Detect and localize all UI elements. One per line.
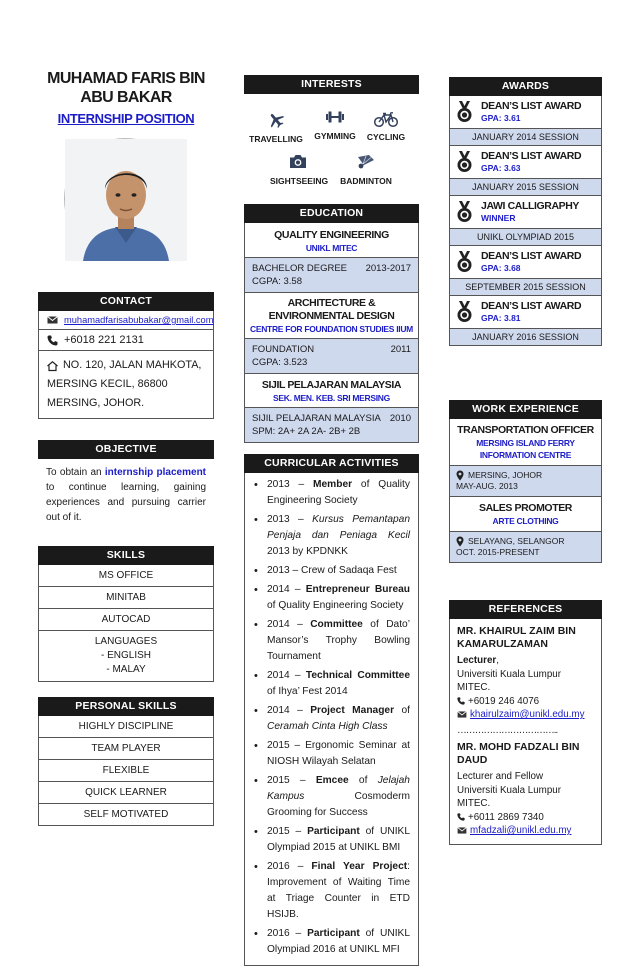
reference-name: MR. MOHD FADZALI BIN [457,741,580,753]
skill-item: AUTOCAD [39,609,213,631]
contact-address-row [39,351,213,418]
medal-icon [456,301,473,323]
curricular-item: • 2014 – Entrepreneur Bureau of Quality Engineering Society [253,582,410,614]
award-entry [450,296,601,345]
education-title: SIJIL PELAJARAN MALAYSIA [261,379,402,391]
personal-skills-section [38,697,214,826]
work-period: MAY-AUG. 2013 [456,481,518,491]
education-title: ARCHITECTURE & ENVIRONMENTAL DESIGN [268,297,395,322]
curricular-item: • 2013 – Crew of Sadaqa Fest [253,563,410,579]
education-entry [245,374,418,443]
personal-skill-item: FLEXIBLE [39,760,213,782]
award-title: DEAN’S LIST AWARD [481,150,582,162]
language-item: - MALAY [106,664,146,675]
contact-header: CONTACT [38,292,214,311]
education-year: 2011 [390,344,411,355]
skill-item: MINITAB [39,587,213,609]
reference-org: Universiti Kuala Lumpur MITEC. [457,668,562,693]
work-title: SALES PROMOTER [479,502,572,514]
award-subtitle: GPA: 3.68 [481,263,521,273]
award-entry [450,246,601,296]
medal-icon [456,251,473,273]
personal-skill-item: HIGHLY DISCIPLINE [39,716,213,738]
reference-name: DAUD [457,754,488,766]
objective-text-post: to continue learning, gaining experiences and pursuing carrier out of it. [46,482,206,523]
education-school: SEK. MEN. KEB. SRI MERSING [273,393,390,403]
skills-section [38,546,214,682]
objective-section [38,440,214,531]
interest-item [270,154,329,186]
location-pin-icon [456,536,464,547]
curricular-item: • 2015 – Participant of UNIKL Olympiad 2015 at UNIKL BMI [253,824,410,856]
interest-label: CYCLING [366,132,406,142]
location-pin-icon [456,470,464,481]
profile-block [38,70,214,126]
reference-role: Lecturer and Fellow [457,771,544,782]
award-title: DEAN’S LIST AWARD [481,100,582,112]
interest-label: GYMMING [314,131,356,141]
interests-header: INTERESTS [244,75,419,94]
education-school: UNIKL MITEC [305,243,358,253]
interest-label: SIGHTSEEING [270,176,329,186]
objective-header: OBJECTIVE [38,440,214,459]
education-year: 2010 [389,413,411,424]
interest-item [307,110,363,141]
skill-item: MS OFFICE [39,565,213,587]
award-subtitle: GPA: 3.61 [481,113,521,123]
reference-role: Lecturer [457,655,497,666]
award-subtitle: GPA: 3.81 [481,313,521,323]
award-entry [450,196,601,246]
references-header: REFERENCES [449,600,602,619]
education-level: FOUNDATION [252,344,315,355]
contact-phone-row [39,330,213,351]
name-line-2: ABU BAKAR [80,89,172,106]
education-grade: SPM: 2A+ 2A 2A- 2B+ 2B [252,426,361,437]
shuttlecock-icon [357,154,375,169]
references-section [449,600,602,845]
skill-languages [39,631,213,681]
references-body: MR. KHAIRUL ZAIM BIN KAMARULZAMAN Lecturer, Universiti Kuala Lumpur MITEC. +6019 246 4076 khairulzaim@unikl.edu.my …………………………….. MR. MOHD FADZALI BIN DAUD Lecturer and Fellow Universiti Kuala Lumpur MITEC. +6011 2869 7340 mfadzali@unikl.edu.my [449,619,602,845]
bicycle-icon [374,112,398,127]
reference-divider: …………………………….. [457,724,558,736]
curricular-item: • 2016 – Participant of UNIKL Olympiad 2016 at UNIKL MFI [253,926,410,958]
personal-skill-item: QUICK LEARNER [39,782,213,804]
reference-name: MR. KHAIRUL ZAIM BIN [457,625,576,637]
interests-section [244,75,419,204]
envelope-icon [47,316,58,324]
interests-grid [244,94,419,204]
award-date: SEPTEMBER 2015 SESSION [450,278,601,296]
objective-text-pre: To obtain an [46,467,105,478]
phone-icon [457,813,465,821]
interest-label: TRAVELLING [249,134,303,144]
curricular-item: • 2016 – Final Year Project: Improvement of Waiting Time at Triage Counter in ETD HSIJB. [253,859,410,923]
education-grade: CGPA: 3.523 [252,357,308,368]
work-company: MERSING ISLAND FERRY [476,438,575,448]
education-level: BACHELOR DEGREE [252,263,348,274]
reference-phone: +6011 2869 7340 [468,811,544,823]
education-entry [245,293,418,374]
work-entry [450,497,601,562]
education-section [244,204,419,443]
address-line-1: NO. 120, JALAN MAHKOTA, [63,359,202,371]
personal-skill-item: TEAM PLAYER [39,738,213,760]
language-item: - ENGLISH [100,650,151,661]
phone-icon [457,697,465,705]
curricular-item: • 2014 – Technical Committee of Ihya’ Fest 2014 [253,668,410,700]
work-entry [450,419,601,497]
interest-label: BADMINTON [340,176,392,186]
curricular-item: • 2014 – Project Manager of Ceramah Cinta High Class [253,703,410,735]
reference-name: KAMARULZAMAN [457,638,548,650]
objective-highlight: internship placement [104,467,207,478]
curricular-item: • 2015 – Ergonomic Seminar at NIOSH Wilayah Selatan [253,738,410,770]
camera-icon [289,154,307,169]
work-location: SELAYANG, SELANGOR [468,536,565,546]
education-level: SIJIL PELAJARAN MALAYSIA [252,413,381,424]
name-line-1: MUHAMAD FARIS BIN [47,70,205,87]
award-entry [450,96,601,146]
envelope-icon [457,827,467,834]
contact-phone: +6018 221 2131 [64,334,144,346]
objective-text [38,459,214,531]
award-date: JANUARY 2014 SESSION [450,128,601,146]
reference-phone: +6019 246 4076 [468,695,540,707]
work-company: ARTE CLOTHING [492,516,559,526]
home-icon [47,361,58,371]
personal-skills-header: PERSONAL SKILLS [38,697,214,716]
work-title: TRANSPORTATION OFFICER [457,424,594,436]
curricular-header: CURRICULAR ACTIVITIES [244,454,419,473]
awards-header: AWARDS [449,77,602,96]
contact-email-row [39,311,213,330]
languages-label: LANGUAGES [94,636,158,647]
award-entry [450,146,601,196]
dumbbell-icon [325,110,345,124]
address-line-3: MERSING, JOHOR. [47,397,145,409]
award-subtitle: GPA: 3.63 [481,163,521,173]
reference-email-link[interactable]: khairulzaim@unikl.edu.my [470,709,585,720]
award-title: DEAN’S LIST AWARD [481,250,582,262]
work-period: OCT. 2015-PRESENT [456,547,540,557]
interest-item [338,154,394,186]
award-date: JANUARY 2016 SESSION [450,328,601,345]
contact-email-link[interactable]: muhamadfarisabubakar@gmail.com [64,315,214,325]
work-company: INFORMATION CENTRE [479,450,572,460]
medal-icon [456,201,473,223]
address-line-2: MERSING KECIL, 86800 [47,378,168,390]
curricular-item: • 2014 – Committee of Dato’ Mansor’s Trophy Bowling Tournament [253,617,410,665]
education-title: QUALITY ENGINEERING [274,229,389,241]
education-entry [245,223,418,293]
interest-item [248,112,304,144]
skills-header: SKILLS [38,546,214,565]
education-grade: CGPA: 3.58 [252,276,302,287]
work-section [449,400,602,563]
reference-email-link[interactable]: mfadzali@unikl.edu.my [470,825,572,836]
medal-icon [456,101,473,123]
personal-skill-item: SELF MOTIVATED [83,809,169,820]
award-title: JAWI CALLIGRAPHY [481,200,580,212]
award-date: UNIKL OLYMPIAD 2015 [450,228,601,246]
award-date: JANUARY 2015 SESSION [450,178,601,196]
work-header: WORK EXPERIENCE [449,400,602,419]
awards-section [449,77,602,346]
curricular-item: • 2015 – Emcee of Jelajah Kampus Cosmoderm Grooming for Success [253,773,410,821]
education-year: 2013-2017 [365,263,411,274]
award-subtitle: WINNER [481,213,516,223]
medal-icon [456,151,473,173]
position-title: INTERNSHIP POSITION [57,111,195,126]
envelope-icon [457,711,467,718]
profile-photo [64,138,186,260]
work-location: MERSING, JOHOR [468,470,543,480]
curricular-item: • 2013 – Kursus Pemantapan Penjaja dan Peniaga Kecil 2013 by KPDNKK [253,512,410,560]
reference-org: Universiti Kuala Lumpur MITEC. [457,784,562,809]
airplane-icon [267,112,285,128]
education-school: CENTRE FOR FOUNDATION STUDIES IIUM [250,324,413,334]
curricular-section [244,454,419,966]
contact-section [38,292,214,419]
interest-item [358,112,414,142]
education-header: EDUCATION [244,204,419,223]
curricular-item: • 2013 – Member of Quality Engineering Society [253,477,410,509]
award-title: DEAN’S LIST AWARD [481,300,582,312]
phone-icon [47,335,58,346]
